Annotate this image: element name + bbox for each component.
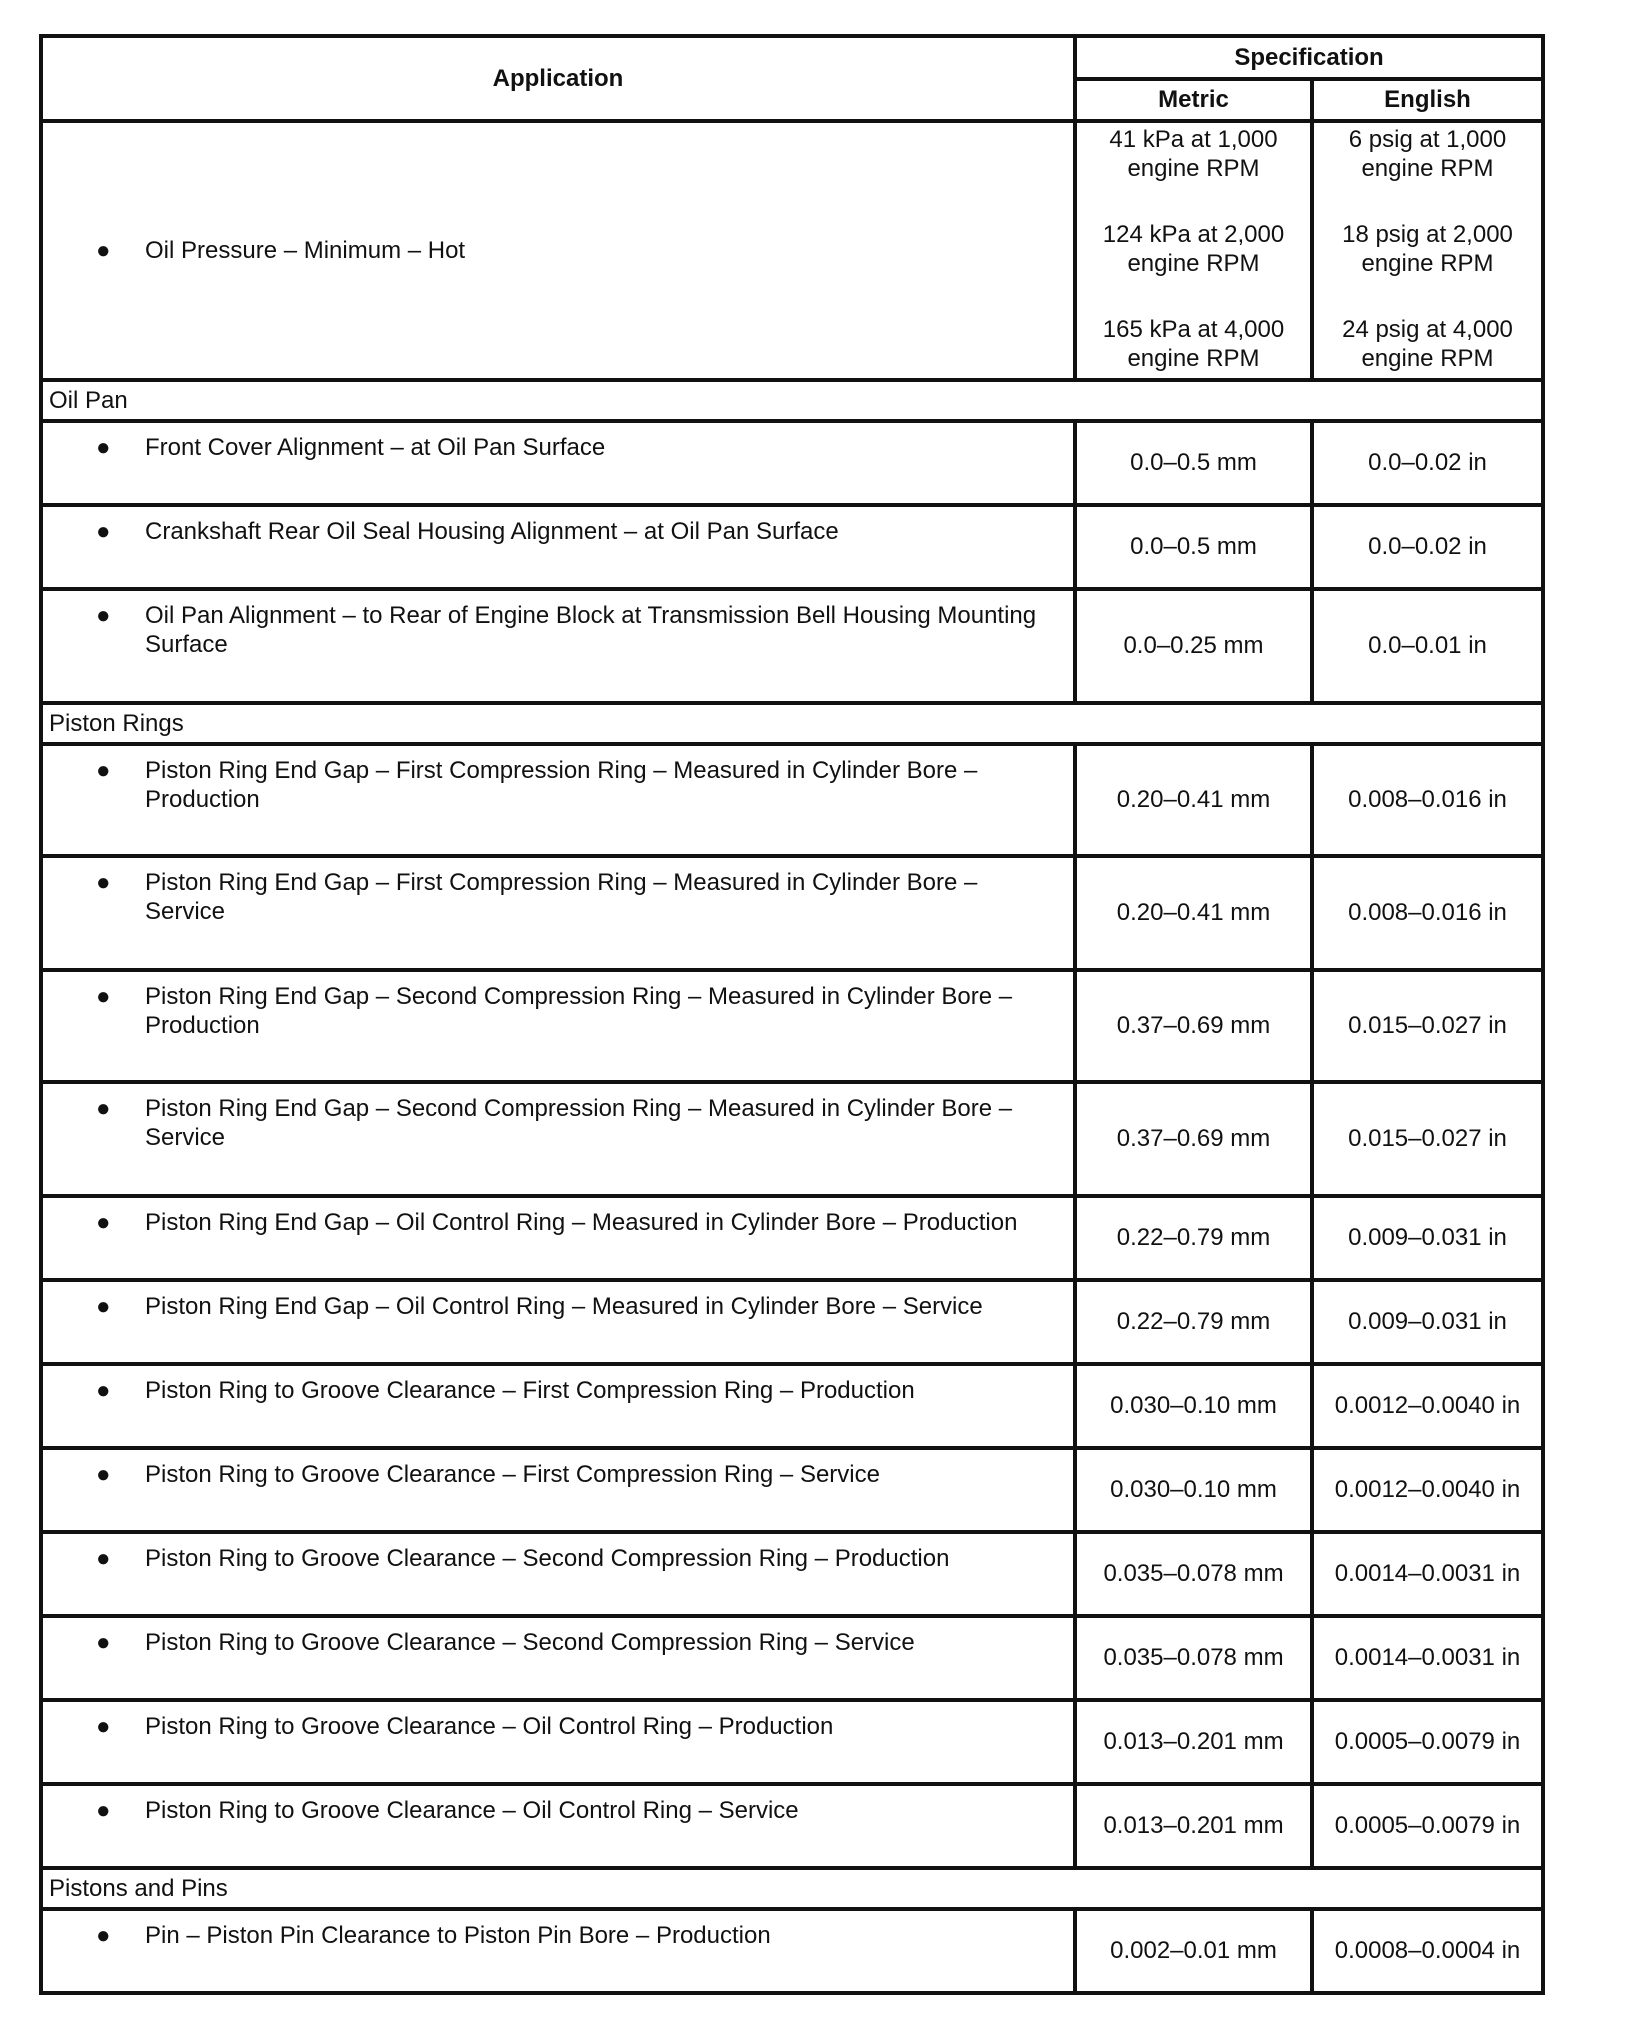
- bullet-icon: ●: [96, 518, 111, 545]
- table-row: [41, 744, 1543, 856]
- english-value: 18 psig at 2,000 engine RPM: [1342, 221, 1513, 277]
- metric-value: 0.030–0.10 mm: [1075, 1364, 1312, 1448]
- section-title: Piston Rings: [41, 703, 1543, 744]
- table-row: [41, 1082, 1543, 1196]
- bullet-icon: ●: [96, 1461, 111, 1488]
- table-row: [41, 121, 1543, 380]
- metric-value: 124 kPa at 2,000 engine RPM: [1102, 221, 1285, 277]
- application-cell: ● Piston Ring End Gap – First Compression Ring – Measured in Cylinder Bore – Service: [41, 856, 1075, 970]
- english-value: 0.008–0.016 in: [1312, 856, 1543, 970]
- application-cell: ● Piston Ring to Groove Clearance – Second Compression Ring – Production: [41, 1532, 1075, 1616]
- table-row: [41, 421, 1543, 505]
- metric-value: 0.37–0.69 mm: [1075, 970, 1312, 1082]
- table-row: [41, 1448, 1543, 1532]
- application-cell: ● Piston Ring to Groove Clearance – Oil Control Ring – Service: [41, 1784, 1075, 1868]
- bullet-icon: ●: [96, 602, 111, 629]
- table-row: [41, 1532, 1543, 1616]
- bullet-icon: ●: [96, 1209, 111, 1236]
- section-title: Oil Pan: [41, 380, 1543, 421]
- table-row: [41, 970, 1543, 1082]
- metric-value: 0.0–0.5 mm: [1075, 505, 1312, 589]
- english-value: 0.009–0.031 in: [1312, 1280, 1543, 1364]
- english-value: 0.008–0.016 in: [1312, 744, 1543, 856]
- specification-header: Specification: [1075, 36, 1543, 79]
- metric-value: 0.035–0.078 mm: [1075, 1616, 1312, 1700]
- section-row: [41, 1868, 1543, 1909]
- table-row: [41, 1700, 1543, 1784]
- section-row: [41, 703, 1543, 744]
- metric-value: 0.030–0.10 mm: [1075, 1448, 1312, 1532]
- bullet-icon: ●: [96, 1922, 111, 1949]
- table-row: [41, 505, 1543, 589]
- metric-value: 0.013–0.201 mm: [1075, 1784, 1312, 1868]
- english-value: 0.0012–0.0040 in: [1312, 1364, 1543, 1448]
- bullet-icon: ●: [96, 1377, 111, 1404]
- table-row: [41, 1280, 1543, 1364]
- bullet-icon: ●: [96, 1293, 111, 1320]
- metric-value: 0.20–0.41 mm: [1075, 856, 1312, 970]
- english-value: 0.0005–0.0079 in: [1312, 1700, 1543, 1784]
- application-cell: ● Piston Ring End Gap – Oil Control Ring – Measured in Cylinder Bore – Service: [41, 1280, 1075, 1364]
- metric-value: 0.002–0.01 mm: [1075, 1909, 1312, 1993]
- table-row: [41, 1784, 1543, 1868]
- english-value: 0.0008–0.0004 in: [1312, 1909, 1543, 1993]
- english-value: 0.0–0.02 in: [1312, 421, 1543, 505]
- metric-value: 0.035–0.078 mm: [1075, 1532, 1312, 1616]
- english-value: 0.0–0.02 in: [1312, 505, 1543, 589]
- application-cell: ● Oil Pressure – Minimum – Hot: [41, 121, 1075, 380]
- section-row: [41, 380, 1543, 421]
- table-row: [41, 1196, 1543, 1280]
- metric-header: Metric: [1075, 79, 1312, 121]
- application-cell: ● Piston Ring to Groove Clearance – Second Compression Ring – Service: [41, 1616, 1075, 1700]
- english-value: 0.0–0.01 in: [1312, 589, 1543, 703]
- bullet-icon: ●: [96, 1797, 111, 1824]
- english-value: 0.015–0.027 in: [1312, 970, 1543, 1082]
- bullet-icon: ●: [96, 1713, 111, 1740]
- application-cell: ● Piston Ring End Gap – Second Compression Ring – Measured in Cylinder Bore – Service: [41, 1082, 1075, 1196]
- bullet-icon: ●: [96, 1095, 111, 1122]
- english-header: English: [1312, 79, 1543, 121]
- metric-value: 0.0–0.5 mm: [1075, 421, 1312, 505]
- metric-value: 165 kPa at 4,000 engine RPM: [1102, 316, 1285, 372]
- metric-cell: [1075, 121, 1312, 380]
- metric-value: 0.013–0.201 mm: [1075, 1700, 1312, 1784]
- table-row: [41, 856, 1543, 970]
- application-cell: ● Piston Ring End Gap – Second Compression Ring – Measured in Cylinder Bore – Production: [41, 970, 1075, 1082]
- bullet-icon: ●: [96, 434, 111, 461]
- application-cell: ● Pin – Piston Pin Clearance to Piston Pin Bore – Production: [41, 1909, 1075, 1993]
- application-cell: ● Piston Ring End Gap – First Compression Ring – Measured in Cylinder Bore – Production: [41, 744, 1075, 856]
- bullet-icon: ●: [96, 1629, 111, 1656]
- table-row: [41, 1616, 1543, 1700]
- table-row: [41, 589, 1543, 703]
- bullet-icon: ●: [96, 757, 111, 784]
- english-value: 6 psig at 1,000 engine RPM: [1348, 126, 1507, 182]
- metric-value: 0.20–0.41 mm: [1075, 744, 1312, 856]
- metric-value: 0.0–0.25 mm: [1075, 589, 1312, 703]
- english-value: 0.009–0.031 in: [1312, 1196, 1543, 1280]
- bullet-icon: ●: [96, 237, 111, 264]
- application-cell: ● Front Cover Alignment – at Oil Pan Surface: [41, 421, 1075, 505]
- application-cell: ● Piston Ring to Groove Clearance – Oil Control Ring – Production: [41, 1700, 1075, 1784]
- english-value: 0.0005–0.0079 in: [1312, 1784, 1543, 1868]
- metric-value: 0.22–0.79 mm: [1075, 1280, 1312, 1364]
- english-value: 24 psig at 4,000 engine RPM: [1342, 316, 1513, 372]
- table-row: [41, 1909, 1543, 1993]
- english-cell: [1312, 121, 1543, 380]
- application-header: Application: [41, 36, 1075, 121]
- application-cell: ● Crankshaft Rear Oil Seal Housing Alignment – at Oil Pan Surface: [41, 505, 1075, 589]
- english-value: 0.0014–0.0031 in: [1312, 1616, 1543, 1700]
- metric-value: 41 kPa at 1,000 engine RPM: [1109, 126, 1278, 182]
- application-cell: ● Piston Ring to Groove Clearance – First Compression Ring – Production: [41, 1364, 1075, 1448]
- bullet-icon: ●: [96, 869, 111, 896]
- bullet-icon: ●: [96, 983, 111, 1010]
- english-value: 0.0012–0.0040 in: [1312, 1448, 1543, 1532]
- application-cell: ● Piston Ring to Groove Clearance – First Compression Ring – Service: [41, 1448, 1075, 1532]
- metric-value: 0.37–0.69 mm: [1075, 1082, 1312, 1196]
- english-value: 0.0014–0.0031 in: [1312, 1532, 1543, 1616]
- application-cell: ● Piston Ring End Gap – Oil Control Ring – Measured in Cylinder Bore – Production: [41, 1196, 1075, 1280]
- specification-table: [39, 34, 1545, 1995]
- bullet-icon: ●: [96, 1545, 111, 1572]
- metric-value: 0.22–0.79 mm: [1075, 1196, 1312, 1280]
- english-value: 0.015–0.027 in: [1312, 1082, 1543, 1196]
- table-row: [41, 1364, 1543, 1448]
- application-cell: ● Oil Pan Alignment – to Rear of Engine Block at Transmission Bell Housing Mounting Surface: [41, 589, 1075, 703]
- section-title: Pistons and Pins: [41, 1868, 1543, 1909]
